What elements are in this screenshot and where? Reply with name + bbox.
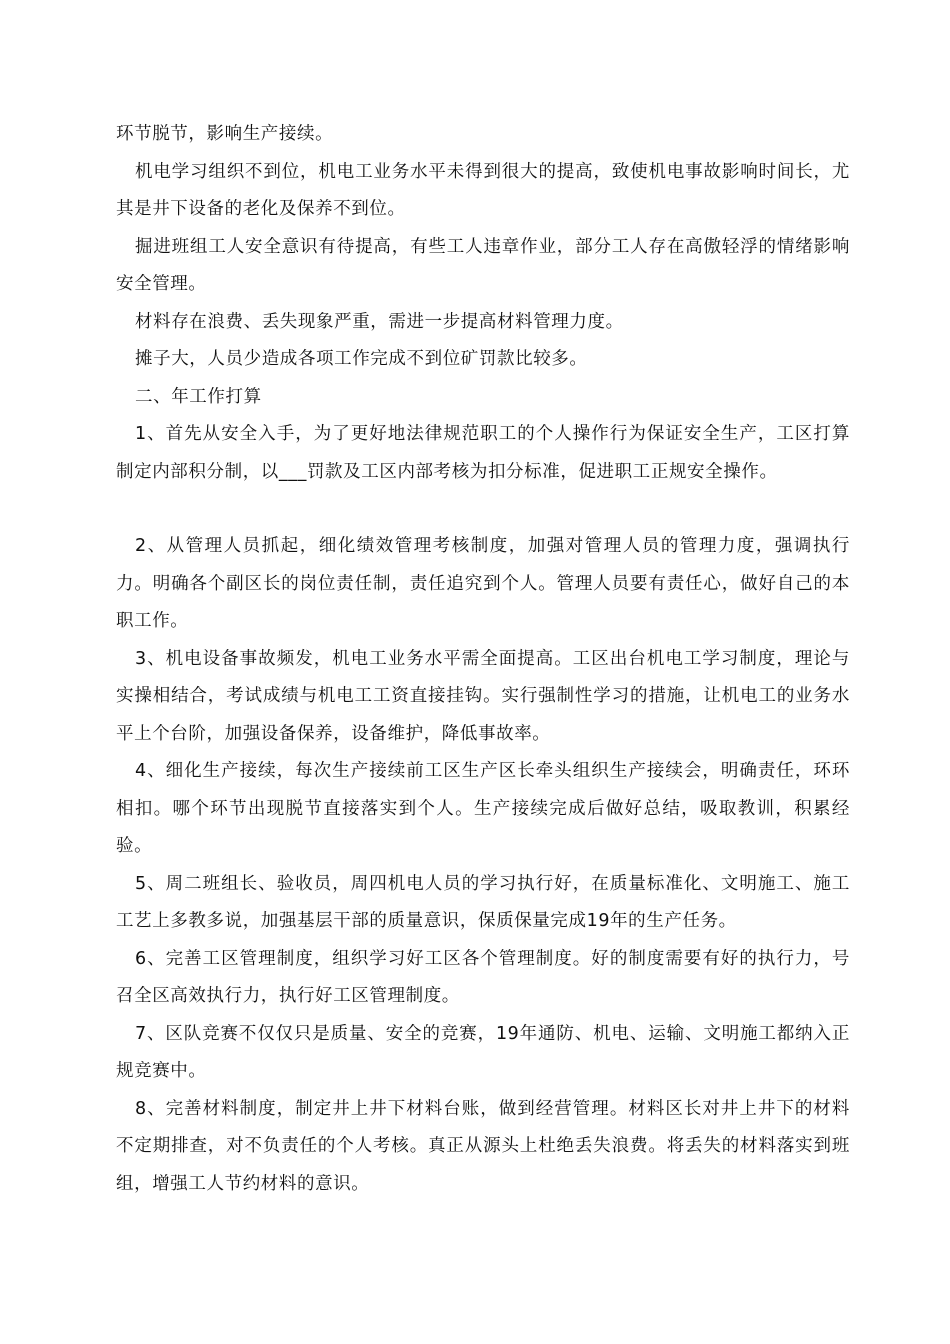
blank-line [116, 491, 850, 528]
document-body [116, 116, 850, 1203]
paragraph-safety-awareness: 掘进班组工人安全意识有待提高，有些工人违章作业，部分工人存在高傲轻浮的情绪影响安全管理。 [116, 236, 850, 294]
plan-item-4: 4、细化生产接续，每次生产接续前工区生产区长牵头组织生产接续会，明确责任，环环相扣。哪个环节出现脱节直接落实到个人。生产接续完成后做好总结，吸取教训，积累经验。 [116, 761, 850, 856]
section-heading-work-plan: 二、年工作打算 [135, 386, 262, 407]
paragraph-mechanical-training: 机电学习组织不到位，机电工业务水平未得到很大的提高，致使机电事故影响时间长，尤其是井下设备的老化及保养不到位。 [116, 161, 850, 219]
paragraph-continuation: 环节脱节，影响生产接续。 [116, 124, 334, 144]
plan-item-7: 7、区队竞赛不仅仅只是质量、安全的竞赛，19年通防、机电、运输、文明施工都纳入正规竞赛中。 [116, 1023, 850, 1081]
plan-item-3: 3、机电设备事故频发，机电工业务水平需全面提高。工区出台机电工学习制度，理论与实操相结合，考试成绩与机电工工资直接挂钩。实行强制性学习的措施，让机电工的业务水平上个台阶，加强设备保养，设备维护，降低事故率。 [116, 648, 850, 744]
plan-item-1: 1、首先从安全入手，为了更好地法律规范职工的个人操作行为保证安全生产，工区打算制定内部积分制，以___罚款及工区内部考核为扣分标准，促进职工正规安全操作。 [116, 424, 850, 482]
paragraph-material-waste: 材料存在浪费、丢失现象严重，需进一步提高材料管理力度。 [135, 311, 624, 332]
plan-item-6: 6、完善工区管理制度，组织学习好工区各个管理制度。好的制度需要有好的执行力，号召全区高效执行力，执行好工区管理制度。 [116, 948, 850, 1006]
plan-item-2: 2、从管理人员抓起，细化绩效管理考核制度，加强对管理人员的管理力度，强调执行力。明确各个副区长的岗位责任制，责任追究到个人。管理人员要有责任心，做好自己的本职工作。 [116, 536, 850, 631]
paragraph-staffing: 摊子大，人员少造成各项工作完成不到位矿罚款比较多。 [135, 349, 588, 369]
plan-item-5: 5、周二班组长、验收员，周四机电人员的学习执行好，在质量标准化、文明施工、施工工艺上多教多说，加强基层干部的质量意识，保质保量完成19年的生产任务。 [116, 873, 850, 931]
plan-item-8: 8、完善材料制度，制定井上井下材料台账，做到经营管理。材料区长对井上井下的材料不定期排查，对不负责任的个人考核。真正从源头上杜绝丢失浪费。将丢失的材料落实到班组，增强工人节约材料的意识。 [116, 1098, 850, 1194]
